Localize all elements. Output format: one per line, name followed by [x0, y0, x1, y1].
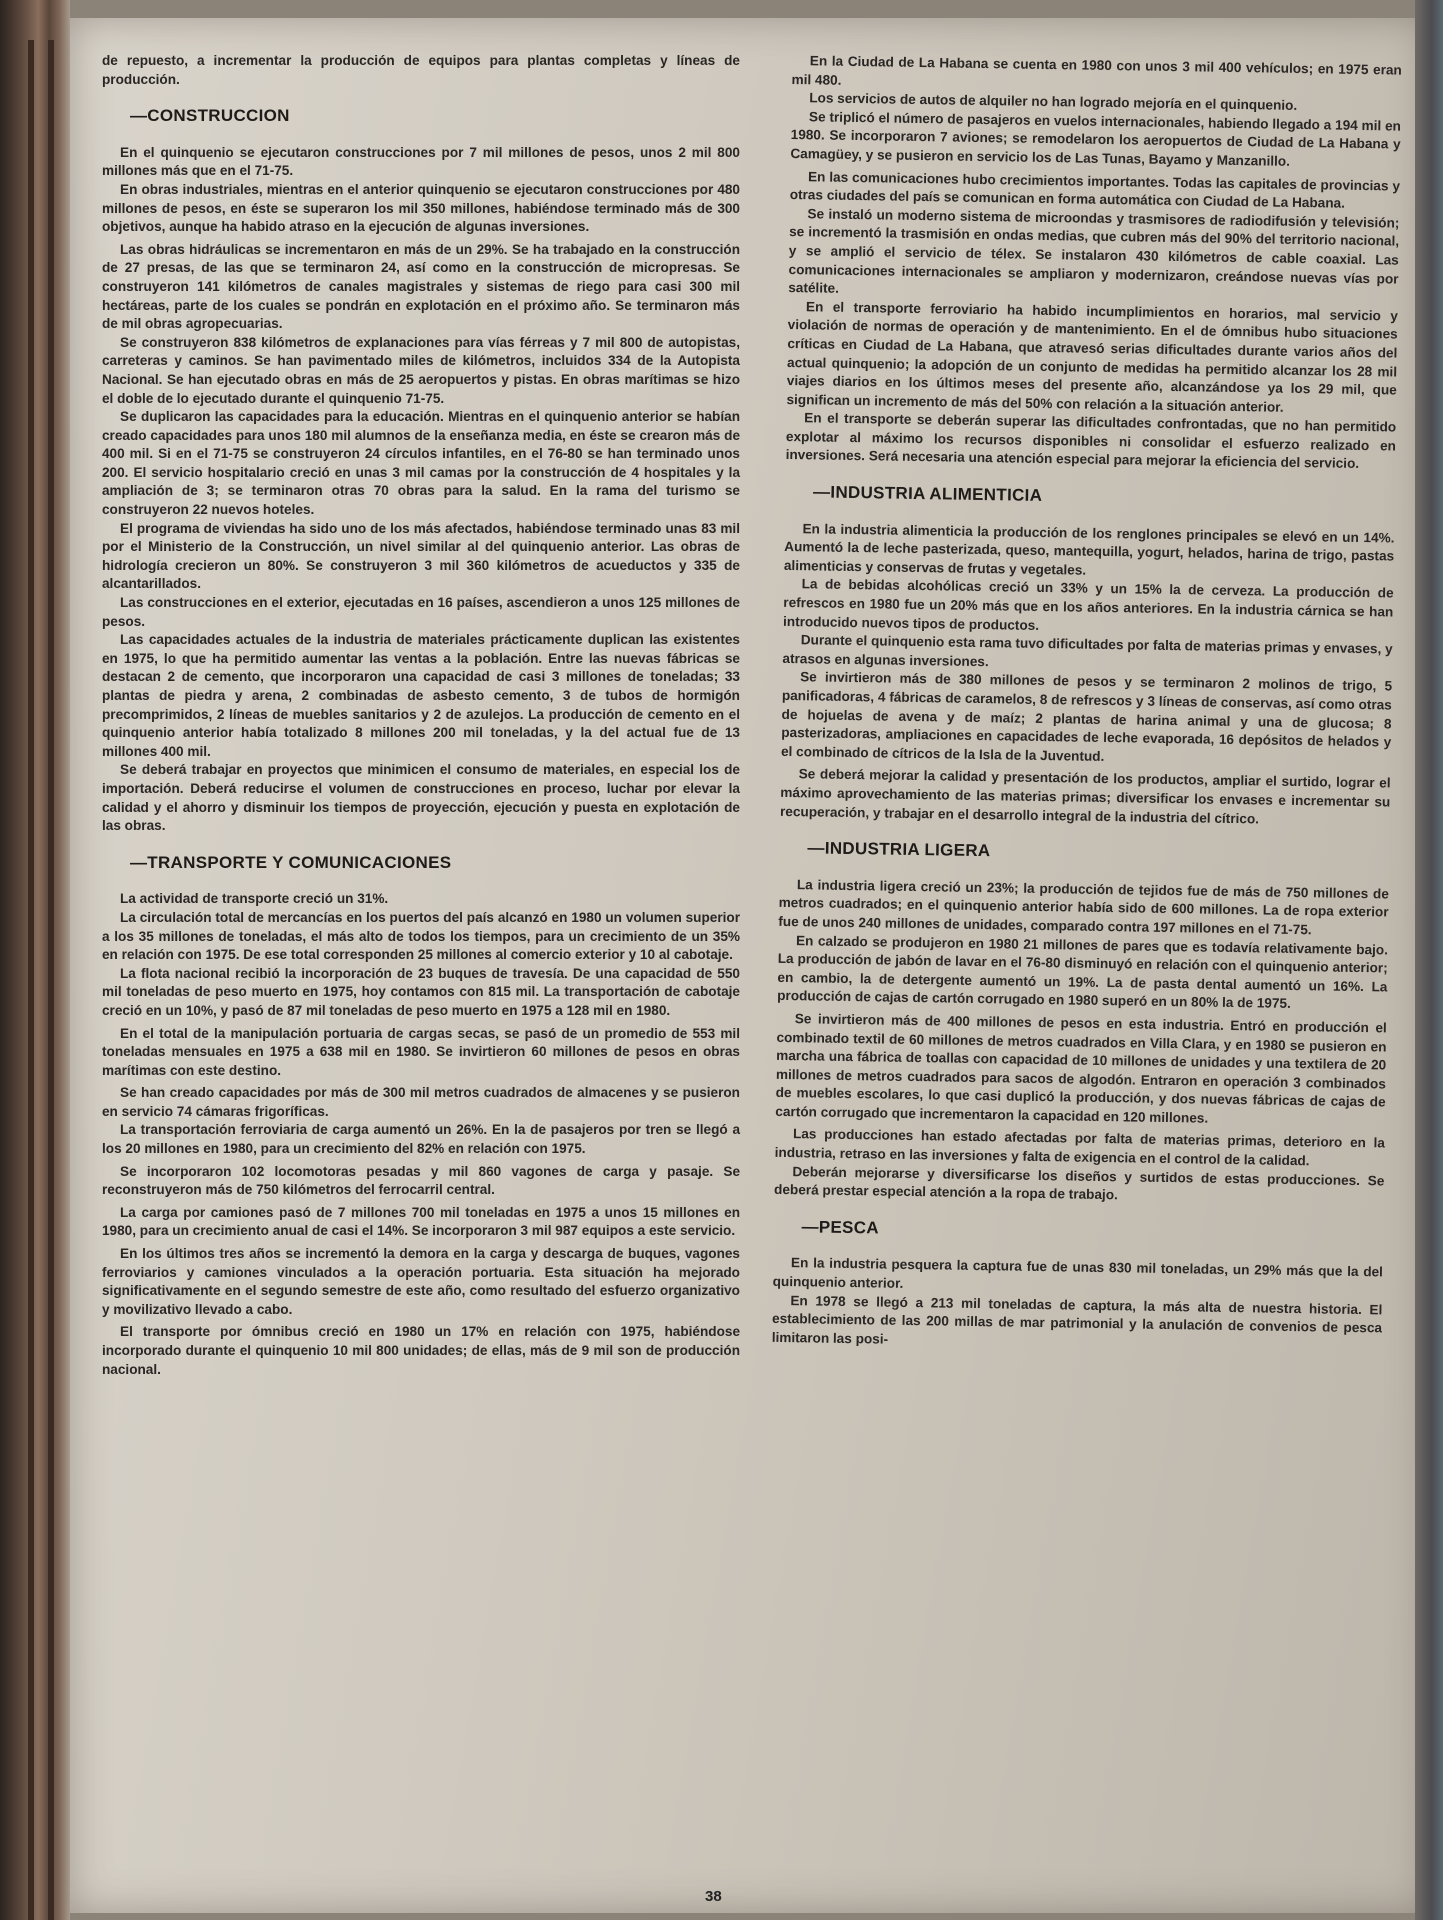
paragraph: Deberán mejorarse y diversificarse los diseños y surtidos de estas producciones. Se deberá prestar especial atención a la ropa de trabajo. — [774, 1163, 1385, 1203]
spine-fold — [48, 40, 54, 1920]
paragraph: Se incorporaron 102 locomotoras pesadas y mil 860 vagones de carga y pasaje. Se reconstruyeron más de 750 kilómetros del ferrocarril central. — [102, 1163, 740, 1198]
section-heading-construccion: —CONSTRUCCION — [130, 106, 290, 126]
paragraph: Se duplicaron las capacidades para la educación. Mientras en el quinquenio anterior se habían creado capacidades para unos 180 mil alumnos de la enseñanza media, en éste se crearon más de 400 mil. Si en el 71-75 se construyeron 24 círculos infantiles, en el 76-80 se han terminado unos 200. El servicio hospitalario creció en unas 3 mil camas por la construcción de 4 hospitales y la ampliación de 3; se terminaron otras 70 obras para la salud. En la rama del turismo se construyeron 22 nuevos hoteles. — [102, 409, 740, 518]
section-heading-ligera: —INDUSTRIA LIGERA — [807, 838, 991, 861]
paragraph: El transporte por ómnibus creció en 1980 un 17% en relación con 1975, habiéndose incorporado durante el quinquenio 10 mil 800 unidades; de ellas, más de 9 mil son de producción nacional. — [102, 1324, 740, 1377]
paragraph: Las construcciones en el exterior, ejecutadas en 16 países, ascendieron a unos 125 millones de pesos. — [102, 595, 740, 629]
spine-fold — [28, 40, 34, 1920]
paragraph: La de bebidas alcohólicas creció un 33% y un 15% la de cerveza. La producción de refrescos en 1980 fue un 20% más que en los años anteriores. En la industria cárnica se han introducido nuevos tipos de productos. — [782, 576, 1394, 633]
paragraph: Se triplicó el número de pasajeros en vuelos internacionales, habiendo llegado a 194 mil en 1980. Se incorporaron 7 aviones; se remodelaron los aeropuertos de Ciudad de La Habana y Camagüey, y se pusieron en servicio los de Las Tunas, Bayamo y Manzanillo. — [790, 109, 1402, 169]
section-heading-pesca: —PESCA — [801, 1217, 880, 1238]
page-number: 38 — [705, 1888, 722, 1905]
paragraph: Se deberá trabajar en proyectos que minimicen el consumo de materiales, en especial los de importación. Deberá reducirse el volumen de construcciones en proceso, luchar por elevar la calidad y el ahorro y disminuir los tiempos de proyección, ejecución y puesta en explotación de las obras. — [102, 762, 740, 834]
paragraph: Se instaló un moderno sistema de microondas y trasmisores de radiodifusión y televisión; se incrementó la trasmisión en ondas medias, que cubren más del 90% del territorio nacional, y se amplió el servicio de télex. Se instalaron 430 kilómetros de cable coaxial. Las comunicaciones internacionales se ampliaron y modernizaron, creándose nuevas vías por satélite. — [788, 206, 1400, 296]
paragraph: Se han creado capacidades por más de 300 mil metros cuadrados de almacenes y se pusieron en servicio 74 cámaras frigoríficas. — [102, 1085, 740, 1119]
book-spine — [0, 0, 70, 1920]
paragraph: Se deberá mejorar la calidad y presentación de los productos, ampliar el surtido, lograr el máximo aprovechamiento de las materias primas; diversificar los envases e incrementar su recuperación, y trabajar en el desarrollo integral de la industria del cítrico. — [779, 766, 1391, 826]
paragraph: La industria ligera creció un 23%; la producción de tejidos fue de más de 750 millones de metros cuadrados; en el quinquenio anterior había sido de 600 millones. La de ropa exterior fue de unos 240 millones de unidades, comparado contra 197 millones en el 71-75. — [778, 876, 1389, 938]
paragraph: En la industria alimenticia la producción de los renglones principales se elevó en un 14%. Aumentó la de leche pasterizada, queso, mantequilla, yogurt, helados, harina de trigo, pastas alimenticias y conservas de frutas y vegetales. — [783, 520, 1395, 578]
paragraph: La carga por camiones pasó de 7 millones 700 mil toneladas en 1975 a unos 15 millones en 1980, para un crecimiento anual de casi el 14%. Se incorporaron 3 mil 987 equipos a este servicio. — [102, 1204, 740, 1239]
paragraph: En el transporte ferroviario ha habido incumplimientos en horarios, mal servicio y violación de normas de operación y de mantenimiento. En el de ómnibus hubo situaciones críticas en Ciudad de La Habana, que atravesó serias dificultades durante varios años del actual quinquenio; la adopción de un conjunto de medidas ha permitido alcanzar los 28 mil viajes diarios en los últimos meses del presente año, alcanzándose ya los 29 mil, que significan un incremento de más del 50% con relación a la situación anterior. — [786, 298, 1399, 415]
paragraph: Las obras hidráulicas se incrementaron en más de un 29%. Se ha trabajado en la construcción de 27 presas, de las que se terminaron 24, así como en la construcción de micropresas. Se construyeron 141 kilómetros de canales magistrales y sistemas de riego para casi 300 mil hectáreas, parte de los cuales se pondrán en explotación en el próximo año. Se terminaron más de mil obras agropecuarias. — [102, 241, 740, 332]
paragraph: En calzado se produjeron en 1980 21 millones de pares que es todavía relativamente bajo. La producción de jabón de lavar en el 76-80 disminuyó en relación con el quinquenio anterior; en cambio, la de detergente aumentó un 19%. La de pasta dental aumentó un 16%. La producción de cajas de cartón corrugado en 1980 superó en un 80% la de 1975. — [777, 932, 1389, 1012]
paragraph: En obras industriales, mientras en el anterior quinquenio se ejecutaron construcciones por 480 millones de pesos, en éste se superaron los mil 350 millones, habiéndose terminado más de 300 objetivos, aunque ha habido atraso en la ejecución de algunas inversiones. — [102, 181, 740, 235]
section-heading-alimenticia: —INDUSTRIA ALIMENTICIA — [812, 482, 1043, 506]
paragraph: El programa de viviendas ha sido uno de los más afectados, habiéndose terminado unas 83 mil por el Ministerio de la Construcción, un nivel similar al del quinquenio anterior. Las obras de hidrología crecieron un 80%. Se construyeron 3 mil 360 kilómetros de acueductos y 335 de alcantarillados. — [102, 520, 740, 592]
paragraph: En la Ciudad de La Habana se cuenta en 1980 con unos 3 mil 400 vehículos; en 1975 eran mil 480. — [791, 53, 1402, 88]
paragraph: La flota nacional recibió la incorporación de 23 buques de travesía. De una capacidad de 550 mil toneladas de peso muerto en 1975, hoy contamos con 815 mil. La transportación de cabotaje creció en un 10%, y pasó de 87 mil toneladas de peso muerto en 1975 a 128 mil en 1980. — [102, 965, 740, 1018]
page-edge-shadow — [1415, 0, 1443, 1920]
paragraph: Durante el quinquenio esta rama tuvo dificultades por falta de materias primas y envases, y atrasos en algunas inversiones. — [782, 632, 1393, 669]
paragraph: Las capacidades actuales de la industria de materiales prácticamente duplican las existentes en 1975, lo que ha permitido aumentar las ventas a la población. Entre las nuevas fábricas se destacan 2 de cemento, que incorporaron una capacidad de casi 3 millones de toneladas; 33 plantas de piedra y arena, 2 combinadas de asbesto cemento, 3 de tubos de hormigón precomprimidos, 2 líneas de muebles sanitarios y 2 de azulejos. La producción de cemento en el quinquenio anterior había totalizado 8 millones 200 mil toneladas, y la del actual fue de 13 millones 400 mil. — [102, 632, 740, 759]
paragraph: En 1978 se llegó a 213 mil toneladas de captura, la más alta de nuestra historia. El establecimiento de las 200 millas de mar patrimonial y la anulación de convenios de pesca limitaron las posi- — [771, 1292, 1383, 1347]
paragraph: Se construyeron 838 kilómetros de explanaciones para vías férreas y 7 mil 800 de autopistas, carreteras y caminos. Se han pavimentado miles de kilómetros, incluidos 334 de la Autopista Nacional. Se han ejecutado obras en más de 25 aeropuertos y pistas. En obras marítimas se hizo el doble de lo ejecutado durante el quinquenio 71-75. — [102, 334, 740, 406]
left-column — [102, 52, 740, 1379]
paragraph: Se invirtieron más de 380 millones de pesos y se terminaron 2 molinos de trigo, 5 panificadoras, 4 fábricas de caramelos, 8 de refrescos y 3 líneas de conservas, así como otras de hojuelas de avena y de maíz; 2 plantas de harina animal y una de glucosa; 8 pasterizadoras, ampliaciones en capacidades de leche evaporada, 16 depósitos de helados y el combinado de cítricos de la Isla de la Juventud. — [780, 669, 1393, 764]
paragraph: En el quinquenio se ejecutaron construcciones por 7 mil millones de pesos, unos 2 mil 800 millones más que en el 71-75. — [102, 144, 740, 179]
paragraph: La transportación ferroviaria de carga aumentó un 26%. En la de pasajeros por tren se llegó a los 20 millones en 1980, para un crecimiento del 82% en relación con 1975. — [102, 1122, 740, 1157]
paragraph: En las comunicaciones hubo crecimientos importantes. Todas las capitales de provincias y otras ciudades del país se comunican en forma automática con Ciudad de La Habana. — [789, 168, 1401, 211]
paragraph: Se invirtieron más de 400 millones de pesos en esta industria. Entró en producción el combinado textil de 60 millones de metros cuadrados en Villa Clara, y en 1980 se pusieron en marcha una fábrica de toallas con capacidad de 10 millones de unidades y una textilera de 20 millones de metros cuadrados para sacos de algodón. Entraron en operación 3 combinados de muebles escolares, lo que casi duplicó la producción, y dos nuevas fábricas de cajas de cartón corrugado que incrementaron la capacidad en 120 millones. — [775, 1011, 1387, 1126]
paragraph: En el total de la manipulación portuaria de cargas secas, se pasó de un promedio de 553 mil toneladas mensuales en 1975 a 638 mil en 1980. Se invirtieron 60 millones de pesos en obras marítimas con este destino. — [102, 1025, 740, 1078]
intro-paragraph: de repuesto, a incrementar la producción de equipos para plantas completas y líneas de producción. — [102, 53, 740, 87]
paragraph: Las producciones han estado afectadas por falta de materias primas, deterioro en la industria, retraso en las inversiones y falta de exigencia en el control de la calidad. — [774, 1126, 1386, 1169]
paragraph: La circulación total de mercancías en los puertos del país alcanzó en 1980 un volumen superior a los 35 millones de toneladas, el más alto de todos los tiempos, para un crecimiento de un 35% en relación con 1975. De ese total corresponden 25 millones al comercio exterior y 10 al cabotaje. — [102, 909, 740, 963]
paragraph: En los últimos tres años se incrementó la demora en la carga y descarga de buques, vagones ferroviarios y camiones vinculados a la operación portuaria. Esta situación ha mejorado significativamente en el segundo semestre de este año, como resultado del esfuerzo organizativo y movilizativo llevado a cabo. — [102, 1246, 740, 1317]
section-heading-transporte: —TRANSPORTE Y COMUNICACIONES — [130, 852, 452, 872]
paragraph: La actividad de transporte creció un 31%. — [120, 891, 389, 907]
magazine-page — [70, 18, 1428, 1913]
paragraph: En el transporte se deberán superar las dificultades confrontadas, que no han permitido explotar al máximo los recursos disponibles ni consolidar el esfuerzo realizado en inversiones. Será necesaria una atención especial para mejorar la eficiencia del servicio. — [785, 410, 1397, 472]
right-column — [772, 52, 1402, 1357]
paragraph: Los servicios de autos de alquiler no han logrado mejoría en el quinquenio. — [809, 90, 1298, 114]
paragraph: En la industria pesquera la captura fue de unas 830 mil toneladas, un 29% más que la del quinquenio anterior. — [772, 1255, 1384, 1291]
